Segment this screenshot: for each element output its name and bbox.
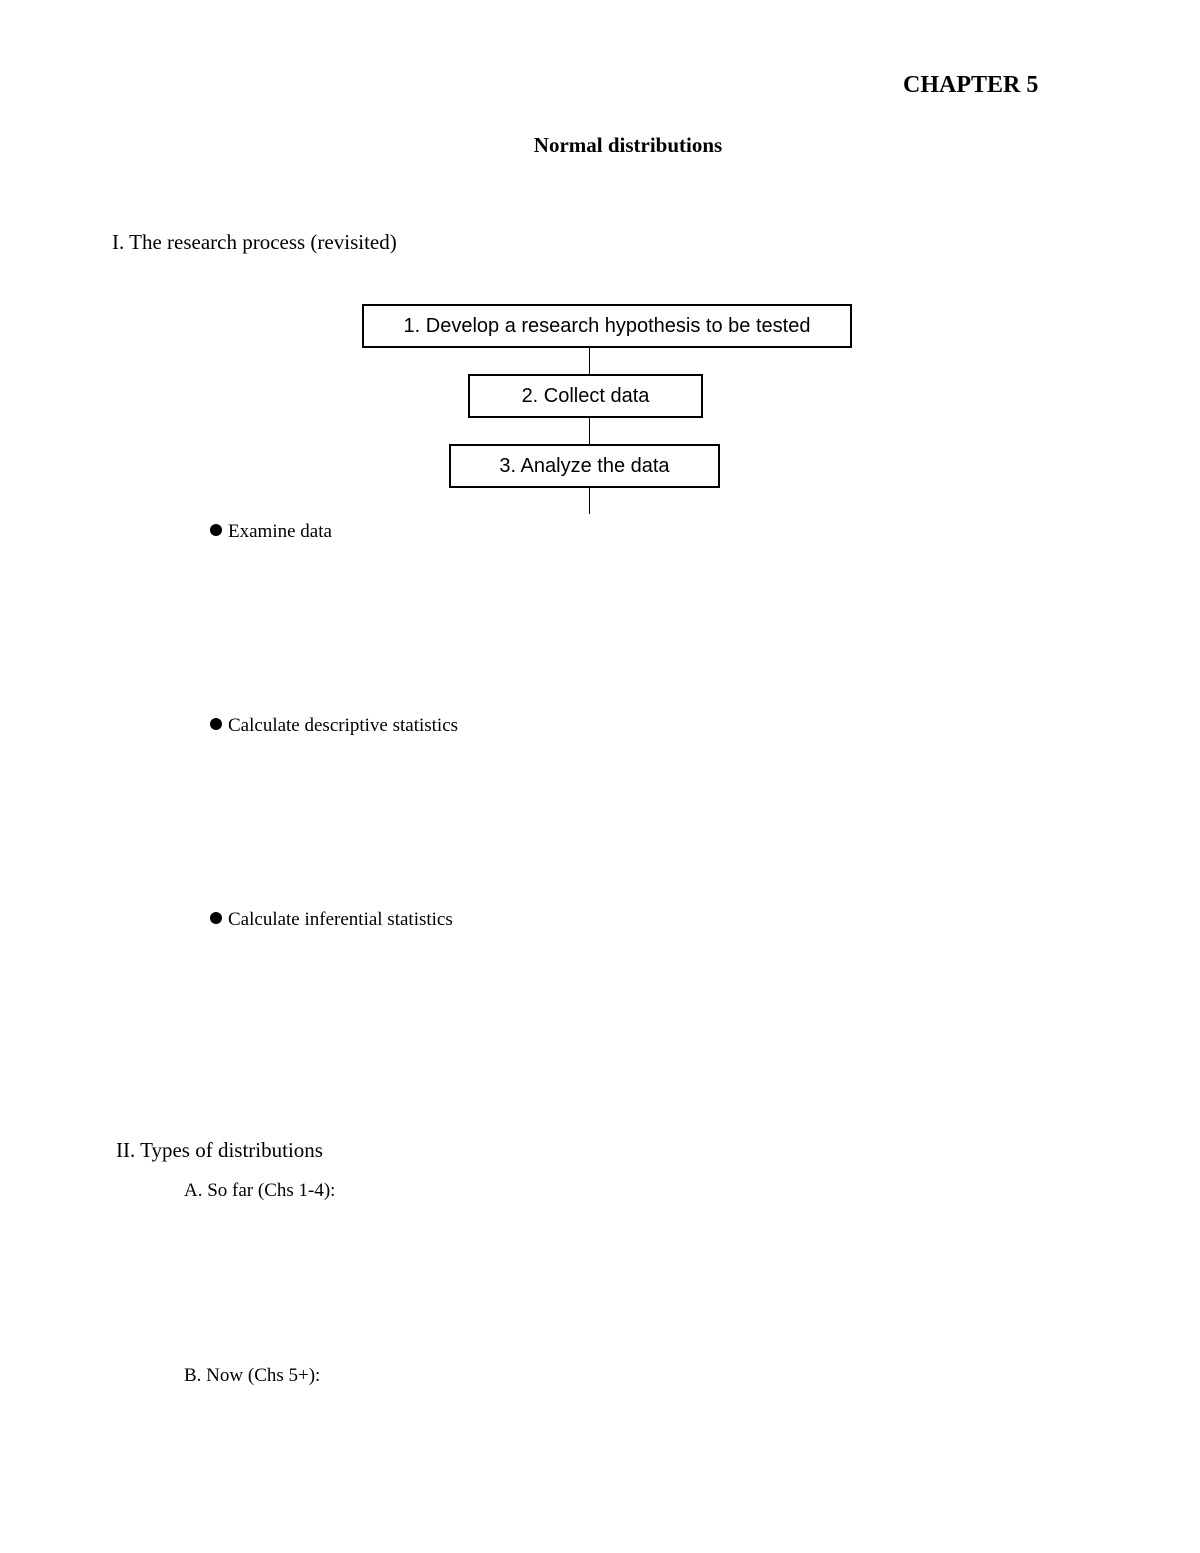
subsection-a: A. So far (Chs 1-4): [184,1180,336,1201]
flow-connector [589,418,590,444]
bullet-item: Examine data [210,521,332,543]
subsection-b: B. Now (Chs 5+): [184,1365,321,1386]
flow-step-2: 2. Collect data [468,374,703,418]
bullet-dot-icon [210,718,222,730]
bullet-dot-icon [210,912,222,924]
section-2-heading: II. Types of distributions [116,1138,323,1162]
bullet-item: Calculate descriptive statistics [210,715,458,737]
flow-step-1: 1. Develop a research hypothesis to be tested [362,304,852,348]
flow-connector [589,348,590,374]
section-1-heading: I. The research process (revisited) [112,230,397,254]
flow-step-3: 3. Analyze the data [449,444,720,488]
flow-connector [589,488,590,514]
chapter-label: CHAPTER 5 [903,72,1039,98]
bullet-dot-icon [210,524,222,536]
bullet-item: Calculate inferential statistics [210,909,453,931]
page-title: Normal distributions [533,133,723,157]
